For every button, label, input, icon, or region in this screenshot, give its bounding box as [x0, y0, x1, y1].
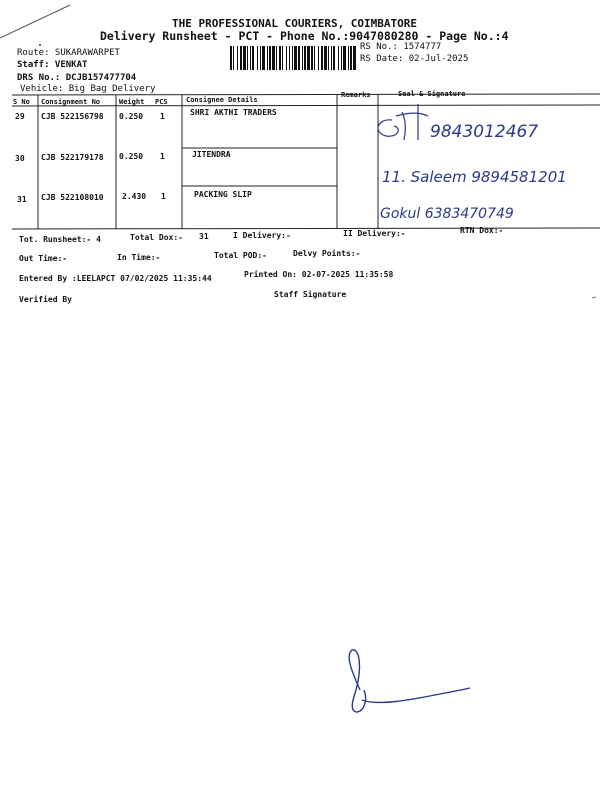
- company-title: THE PROFESSIONAL COURIERS, COIMBATORE: [172, 17, 418, 30]
- total-dox-label: Total Dox:-: [130, 233, 183, 242]
- handwritten-phone-row29: 9843012467: [430, 122, 539, 142]
- row-consignee: SHRI AKTHI TRADERS: [190, 108, 277, 117]
- route-label: Route: SUKARAWARPET: [17, 48, 120, 58]
- total-runsheet: Tot. Runsheet:- 4: [19, 235, 101, 244]
- row-sno: 30: [15, 154, 25, 163]
- row-consignee: JITENDRA: [192, 150, 231, 159]
- row-weight: 0.250: [119, 152, 144, 161]
- column-header-consignee: Consignee Details: [186, 96, 258, 104]
- in-time-label: In Time:-: [117, 253, 161, 262]
- total-dox-value: 31: [199, 232, 209, 241]
- rtn-dox-label: RTN Dox:-: [460, 226, 504, 235]
- column-header-weight: Weight: [119, 98, 145, 106]
- handwritten-note-row30: 11. Saleem 9894581201: [382, 168, 567, 186]
- row-pcs: 1: [161, 192, 166, 201]
- row-consignment: CJB 522179178: [41, 153, 104, 162]
- total-pod-label: Total POD:-: [214, 251, 267, 260]
- column-header-sno: S No: [13, 98, 30, 106]
- drs-number: DRS No.: DCJB157477704: [17, 73, 137, 83]
- row-sno: 29: [15, 112, 25, 121]
- entered-by: Entered By :LEELAPCT 07/02/2025 11:35:44: [19, 274, 212, 283]
- row-consignee: PACKING SLIP: [194, 190, 252, 199]
- row-pcs: 1: [160, 112, 165, 121]
- i-delivery-label: I Delivery:-: [233, 231, 291, 240]
- out-time-label: Out Time:-: [19, 254, 68, 263]
- row-weight: 2.430: [122, 192, 147, 201]
- verified-by-label: Verified By: [19, 295, 72, 304]
- column-header-seal-signature: Seal & Signature: [398, 90, 466, 98]
- staff-signature-scribble: [349, 650, 470, 712]
- vehicle-label: Vehicle: Big Bag Delivery: [20, 84, 156, 94]
- delvy-points-label: Delvy Points:-: [293, 249, 361, 258]
- row-consignment: CJB 522156798: [41, 112, 104, 121]
- staff-label: Staff: VENKAT: [17, 60, 88, 70]
- barcode-image: [230, 46, 356, 70]
- column-header-consignment: Consignment No: [41, 98, 101, 106]
- row-sno: 31: [17, 195, 27, 204]
- column-header-pcs: PCS: [155, 98, 168, 106]
- rs-number: RS No.: 1574777: [360, 42, 442, 52]
- column-header-remarks: Remarks: [341, 91, 371, 99]
- row-weight: 0.250: [119, 112, 144, 121]
- handwritten-note-row31: Gokul 6383470749: [380, 206, 514, 222]
- signature-scribble: [378, 104, 428, 140]
- row-pcs: 1: [160, 152, 165, 161]
- staff-signature-label: Staff Signature: [274, 290, 347, 299]
- printed-on: Printed On: 02-07-2025 11:35:58: [244, 270, 394, 279]
- ii-delivery-label: II Delivery:-: [343, 229, 406, 238]
- runsheet-subtitle: Delivery Runsheet - PCT - Phone No.:9047080280 - Page No.:4: [100, 29, 509, 43]
- row-consignment: CJB 522108010: [41, 193, 104, 202]
- rs-date: RS Date: 02-Jul-2025: [360, 54, 469, 64]
